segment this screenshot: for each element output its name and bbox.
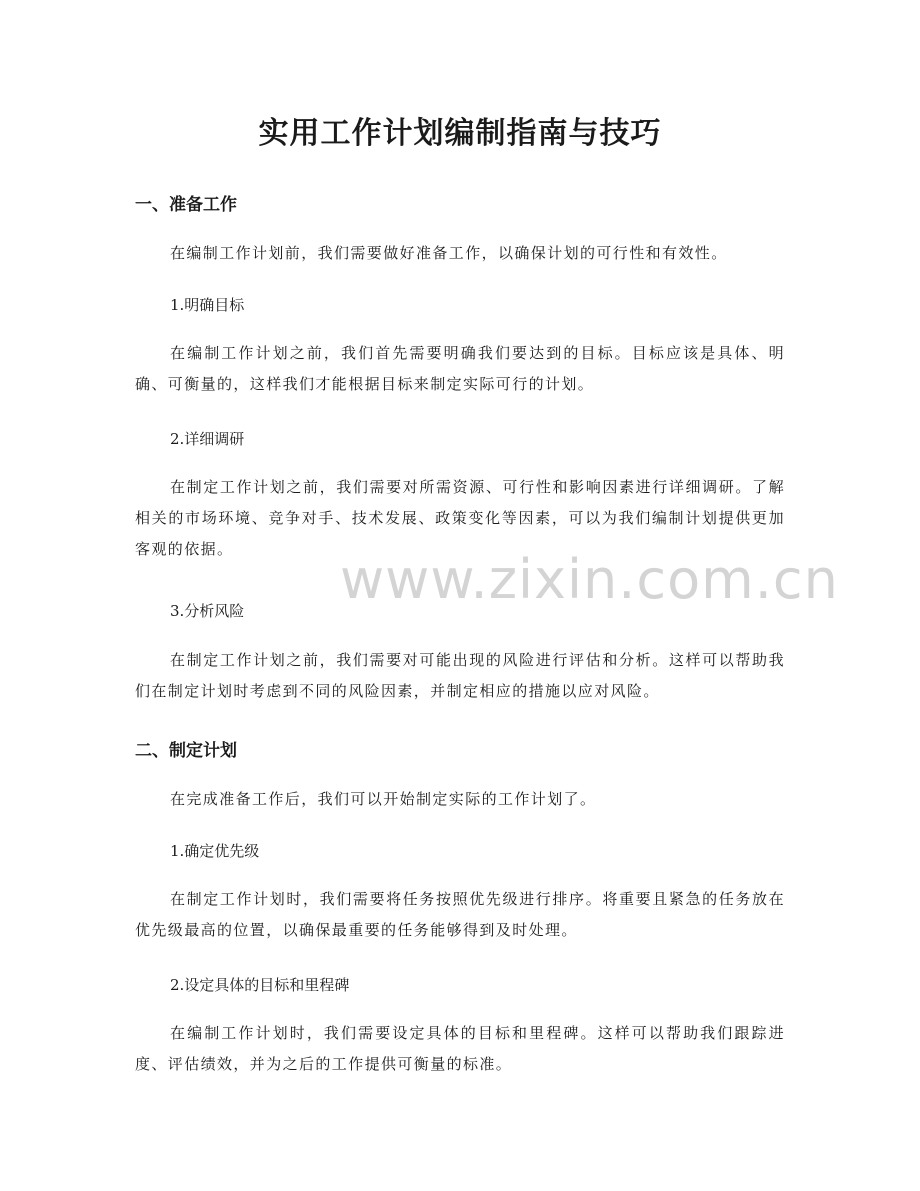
- subheading: 1.明确目标: [170, 296, 245, 314]
- section-intro: 在编制工作计划前，我们需要做好准备工作，以确保计划的可行性和有效性。: [170, 244, 728, 262]
- subheading: 1.确定优先级: [170, 842, 260, 860]
- paragraph: 在编制工作计划时，我们需要设定具体的目标和里程碑。这样可以帮助我们跟踪进度、评估绩效，并为之后的工作提供可衡量的标准。: [135, 1024, 785, 1073]
- paragraph: 在制定工作计划时，我们需要将任务按照优先级进行排序。将重要且紧急的任务放在优先级最高的位置，以确保最重要的任务能够得到及时处理。: [135, 890, 785, 939]
- subheading: 2.详细调研: [170, 430, 245, 448]
- watermark: www.zixin.com.cn: [340, 548, 839, 611]
- section-intro: 在完成准备工作后，我们可以开始制定实际的工作计划了。: [170, 790, 597, 808]
- subheading: 2.设定具体的目标和里程碑: [170, 976, 350, 994]
- section-heading: 一、准备工作: [135, 195, 237, 215]
- section-heading: 二、制定计划: [135, 741, 237, 761]
- paragraph: 在编制工作计划之前，我们首先需要明确我们要达到的目标。目标应该是具体、明确、可衡量的，这样我们才能根据目标来制定实际可行的计划。: [135, 344, 785, 393]
- subheading: 3.分析风险: [170, 602, 245, 620]
- paragraph: 在制定工作计划之前，我们需要对所需资源、可行性和影响因素进行详细调研。了解相关的市场环境、竞争对手、技术发展、政策变化等因素，可以为我们编制计划提供更加客观的依据。: [135, 478, 785, 558]
- paragraph: 在制定工作计划之前，我们需要对可能出现的风险进行评估和分析。这样可以帮助我们在制定计划时考虑到不同的风险因素，并制定相应的措施以应对风险。: [135, 651, 785, 700]
- page-title: 实用工作计划编制指南与技巧: [258, 116, 662, 151]
